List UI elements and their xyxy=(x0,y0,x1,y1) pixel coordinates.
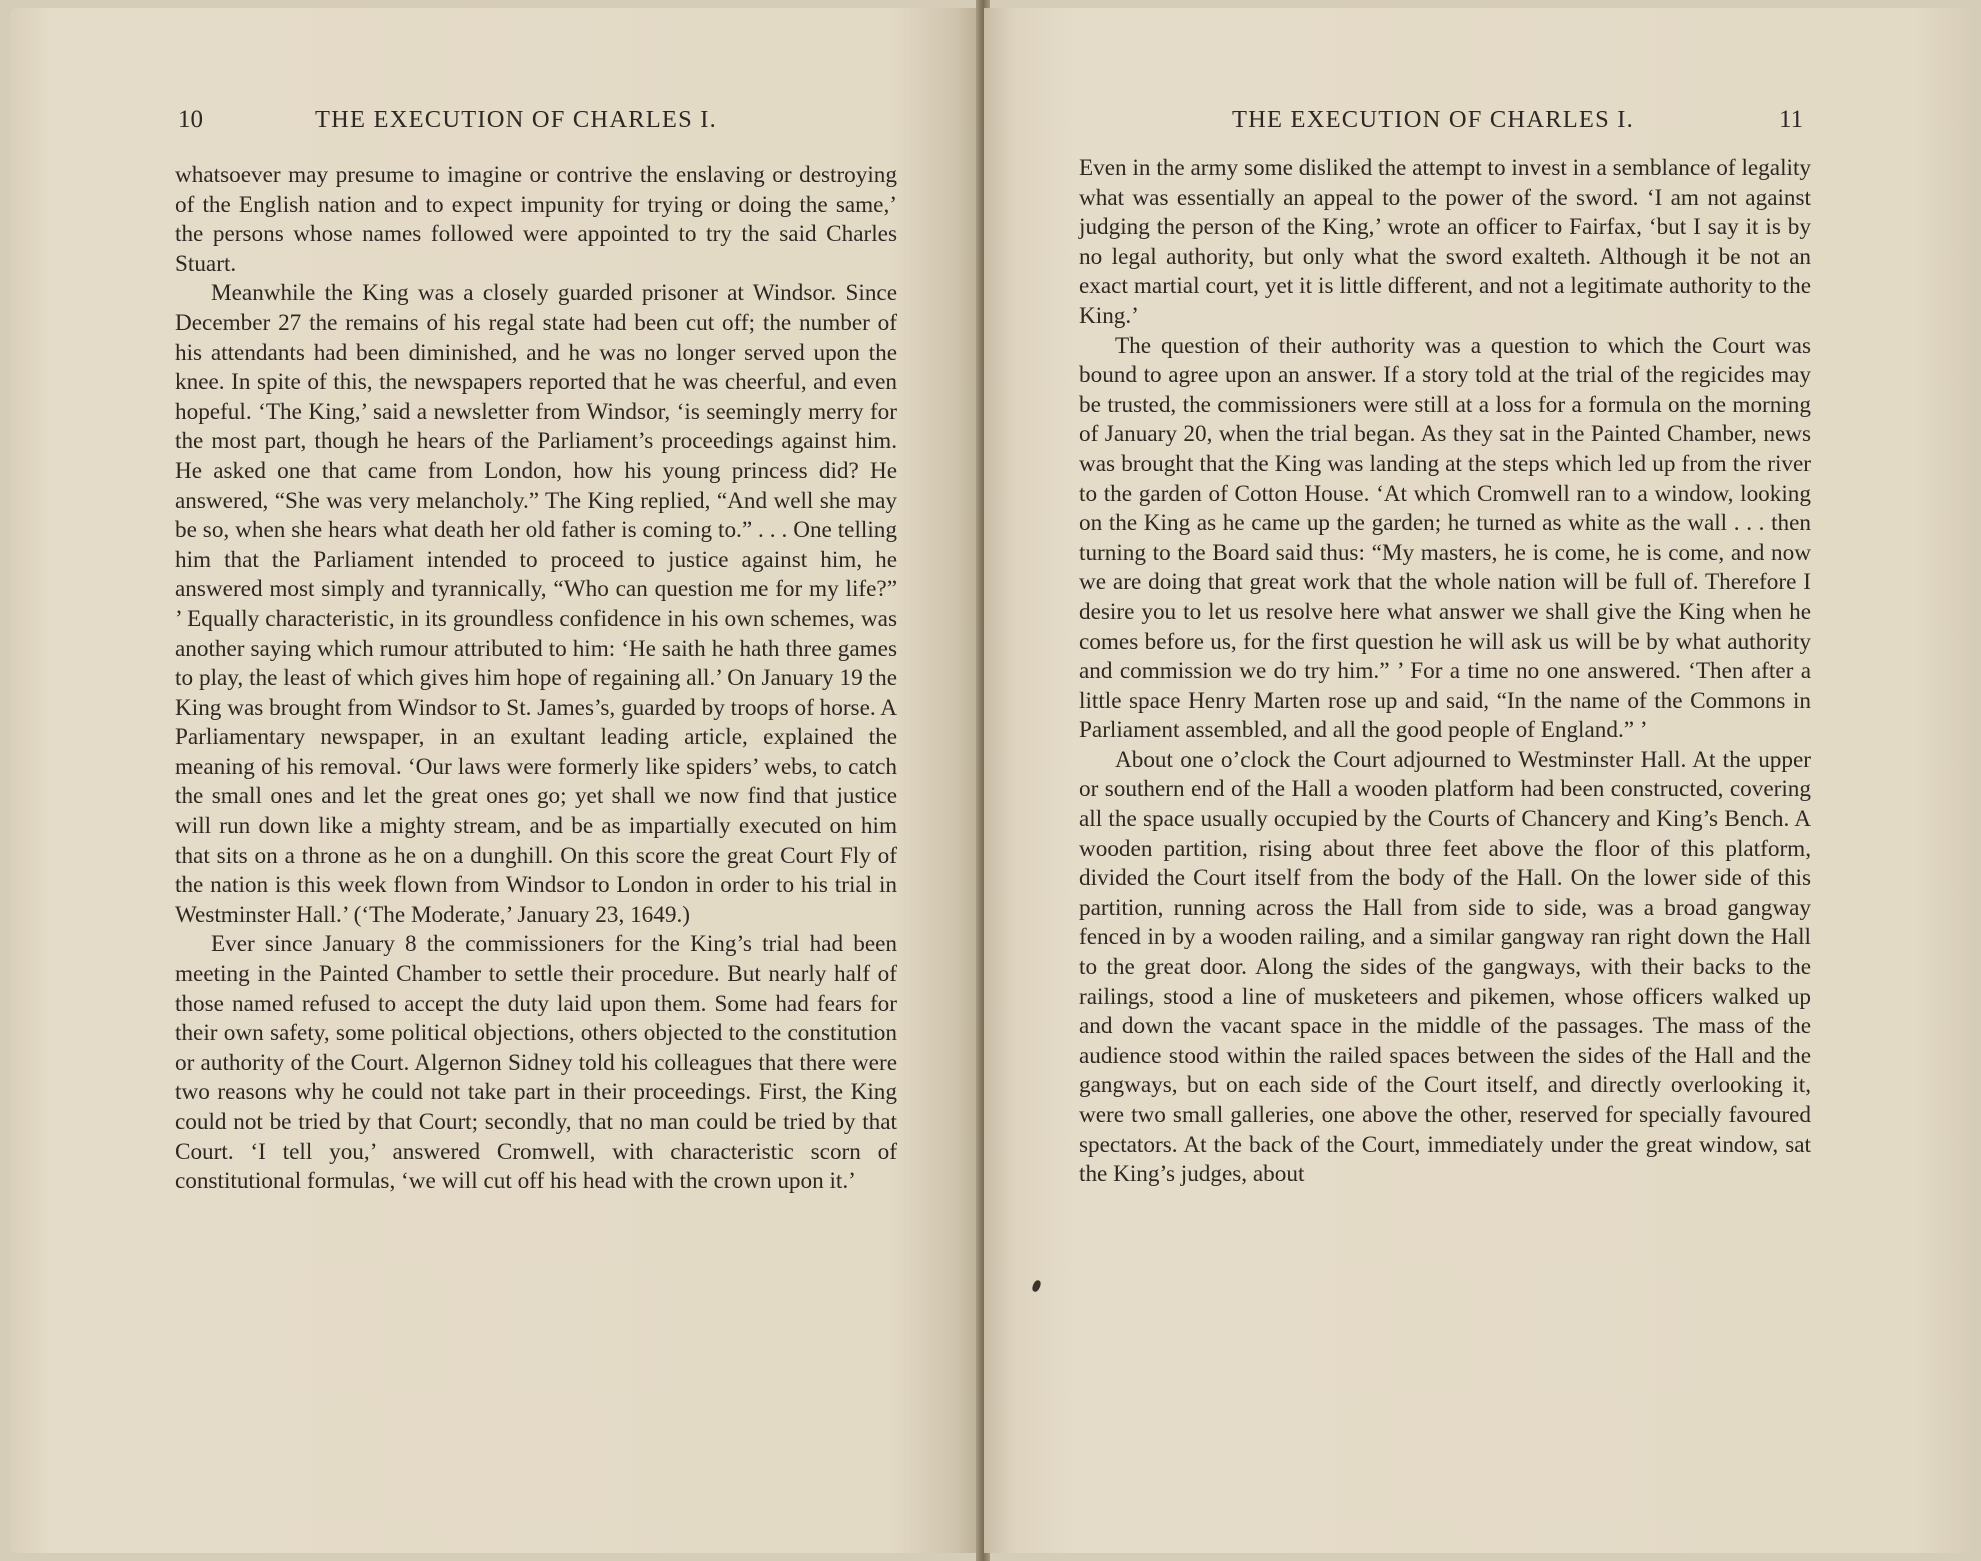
paragraph: Meanwhile the King was a closely guarded prisoner at Windsor. Since December 27 the remains of his regal state had been cut off; the number of his attendants had been diminished, and he was no longer served upon the knee. In spite of this, the newspapers reported that he was cheerful, and even hopeful. ‘The King,’ said a newsletter from Windsor, ‘is seemingly merry for the most part, though he hears of the Parliament’s proceedings against him. He asked one that came from London, how his young princess did? He answered, “She was very melancholy.” The King replied, “And well she may be so, when she hears what death her old father is coming to.” . . . One telling him that the Parliament intended to proceed to justice against him, he answered most simply and tyrannically, “Who can question me for my life?” ’ Equally characteristic, in its groundless confidence in his own schemes, was another saying which rumour attributed to him: ‘He saith he hath three games to play, the least of which gives him hope of regaining all.’ On January 19 the King was brought from Windsor to St. James’s, guarded by troops of horse. A Parliamentary newspaper, in an exultant leading article, explained the meaning of his removal. ‘Our laws were formerly like spiders’ webs, to catch the small ones and let the great ones go; yet shall we now find that justice will run down like a mighty stream, and be as impartially executed on him that sits on a throne as he on a dunghill. On this score the great Court Fly of the nation is this week flown from Windsor to London in order to his trial in Westminster Hall.’ (‘The Moderate,’ January 23, 1649.) xyxy=(175,280,897,928)
page-body xyxy=(1079,154,1811,1190)
right-page xyxy=(984,8,1974,1553)
page-body xyxy=(175,161,897,1197)
page-number: 10 xyxy=(178,106,203,133)
running-head: THE EXECUTION OF CHARLES I. xyxy=(315,106,717,133)
running-head: THE EXECUTION OF CHARLES I. xyxy=(1232,106,1634,133)
paragraph: About one o’clock the Court adjourned to Westminster Hall. At the upper or southern end of the Hall a wooden platform had been constructed, covering all the space usually occupied by the Courts of Chancery and King’s Bench. A wooden partition, rising about three feet above the floor of this platform, divided the Court itself from the body of the Hall. On the lower side of this partition, running across the Hall from side to side, was a broad gangway fenced in by a wooden railing, and a similar gangway ran right down the Hall to the great door. Along the sides of the gangways, with their backs to the railings, stood a line of musketeers and pikemen, whose officers walked up and down the vacant space in the middle of the passages. The mass of the audience stood within the railed spaces between the sides of the Hall and the gangways, but on each side of the Court itself, and directly overlooking it, were two small galleries, one above the other, reserved for specially favoured spectators. At the back of the Court, immediately under the great window, sat the King’s judges, about xyxy=(1079,746,1811,1188)
paragraph: Even in the army some disliked the attempt to invest in a semblance of legality what was essentially an appeal to the power of the sword. ‘I am not against judging the person of the King,’ wrote an officer to Fairfax, ‘but I say it is by no legal authority, but only what the sword exalteth. Although it be not an exact martial court, yet it is little different, and not a legitimate authority to the King.’ xyxy=(1079,155,1811,329)
paragraph: The question of their authority was a question to which the Court was bound to agree upon an answer. If a story told at the trial of the regicides may be trusted, the commissioners were still at a loss for a formula on the morning of January 20, when the trial began. As they sat in the Painted Chamber, news was brought that the King was landing at the steps which led up from the river to the garden of Cotton House. ‘At which Cromwell ran to a window, looking on the King as he came up the garden; he turned as white as the wall . . . then turning to the Board said thus: “My masters, he is come, he is come, and now we are doing that great work that the whole nation will be full of. Therefore I desire you to let us resolve here what answer we shall give the King when he comes before us, for the first question he will ask us will be by what authority and commission we do try him.” ’ For a time no one answered. ‘Then after a little space Henry Marten rose up and said, “In the name of the Commons in Parliament assembled, and all the good people of England.” ’ xyxy=(1079,332,1811,744)
paragraph: whatsoever may presume to imagine or contrive the enslaving or destroying of the English nation and to expect impunity for trying or doing the same,’ the persons whose names followed were appointed to try the said Charles Stuart. xyxy=(175,162,897,277)
page-number: 11 xyxy=(1779,106,1804,133)
ink-blot xyxy=(1031,1279,1042,1293)
paragraph: Ever since January 8 the commissioners for the King’s trial had been meeting in the Painted Chamber to settle their procedure. But nearly half of those named refused to accept the duty laid upon them. Some had fears for their own safety, some political objections, others objected to the constitution or authority of the Court. Algernon Sidney told his colleagues that there were two reasons why he could not take part in their proceedings. First, the King could not be tried by that Court; secondly, that no man could be tried by that Court. ‘I tell you,’ answered Cromwell, with characteristic scorn of constitutional formulas, ‘we will cut off his head with the crown upon it.’ xyxy=(175,931,897,1195)
left-page xyxy=(10,8,982,1553)
